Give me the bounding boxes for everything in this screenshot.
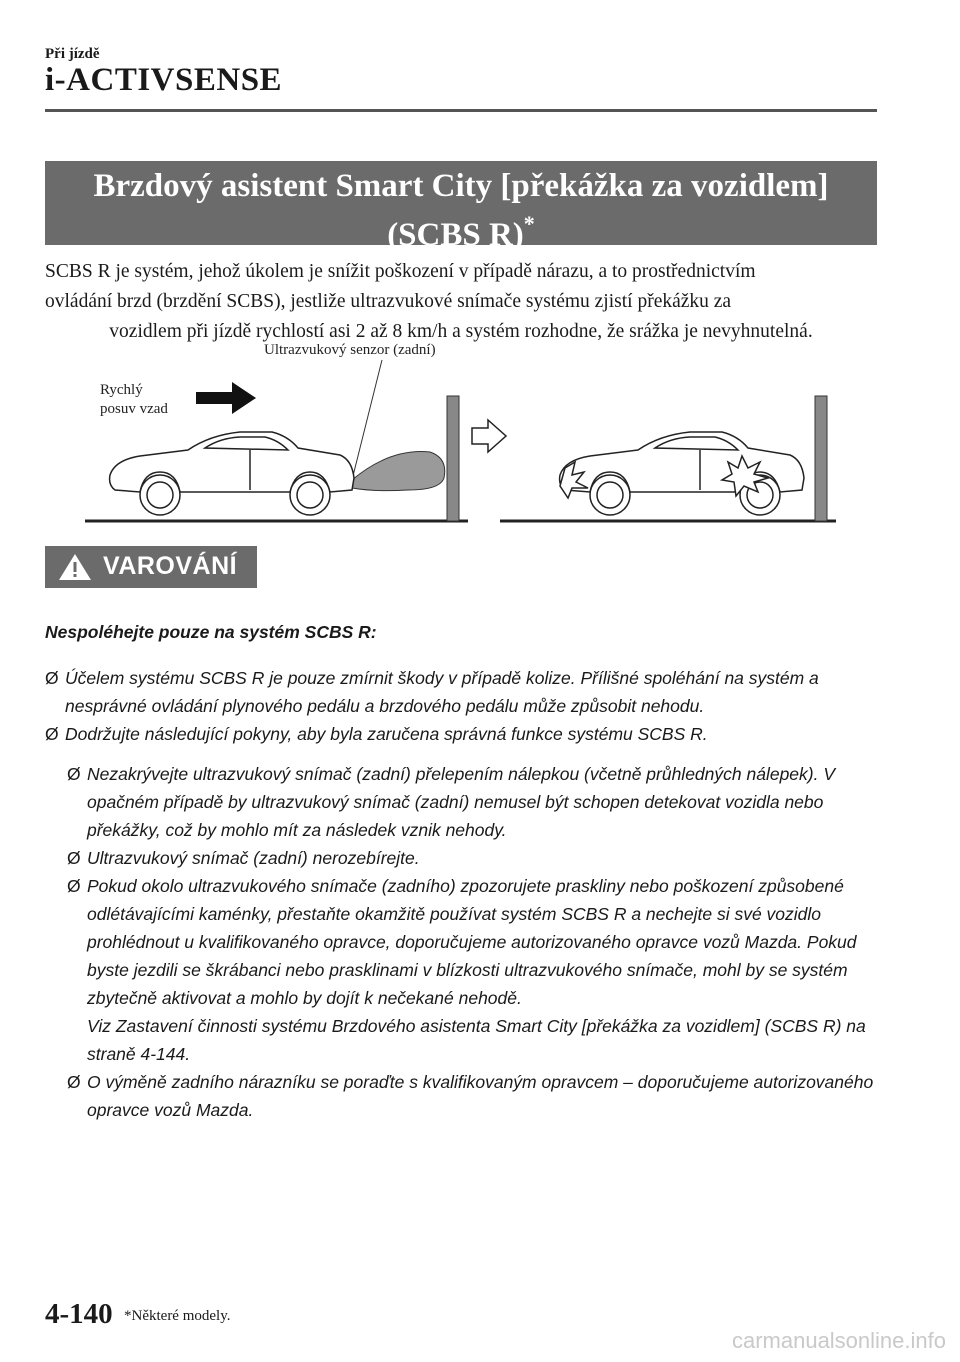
- banner-footnote-mark: *: [523, 211, 535, 236]
- warning-subitem-text: Nezakrývejte ultrazvukový snímač (zadní) přelepením nálepkou (včetně průhledných nálepek). V opačném případě by ultrazvukový snímač (zadní) nemusel být schopen detekovat vozidla nebo překážky, což by mohlo mít za následek vznik nehody.: [87, 764, 836, 840]
- warning-subitem-text: O výměně zadního nárazníku se poraďte s kvalifikovaným opravcem – doporučujeme autorizovaného opravce vozů Mazda.: [87, 1072, 874, 1120]
- speed-label-line1: Rychlý: [100, 382, 143, 398]
- warning-subitem: [67, 1068, 877, 1124]
- banner-title-abbrev: (SCBS R): [387, 217, 524, 253]
- reverse-arrow-icon: [196, 382, 256, 414]
- warning-subitem: [67, 760, 877, 844]
- bullet-arrow-icon: Ø: [67, 764, 81, 784]
- warning-item: [45, 664, 877, 720]
- car-right: [560, 432, 804, 515]
- bullet-arrow-icon: Ø: [45, 724, 59, 744]
- bullet-arrow-icon: Ø: [67, 876, 81, 896]
- intro-line: vozidlem při jízdě rychlostí asi 2 až 8 km/h a systém rozhodne, že srážka je nevyhnutelná.: [109, 321, 813, 342]
- outline-arrow-icon: [472, 420, 506, 452]
- footnote: *Některé modely.: [124, 1308, 231, 1324]
- bullet-arrow-icon: Ø: [67, 848, 81, 868]
- bullet-arrow-icon: Ø: [45, 668, 59, 688]
- section-banner: [45, 161, 877, 253]
- intro-paragraph: [45, 257, 877, 347]
- section-label: Při jízdě: [45, 46, 100, 62]
- banner-title-line1: Brzdový asistent Smart City [překážka za vozidlem]: [93, 168, 829, 204]
- warning-title: VAROVÁNÍ: [103, 552, 238, 580]
- intro-line: ovládání brzd (brzdění SCBS), jestliže ultrazvukové snímače systému zjistí překážku za: [45, 291, 732, 312]
- sensor-leader-line: [352, 360, 382, 480]
- intro-line: SCBS R je systém, jehož úkolem je snížit poškození v případě nárazu, a to prostřednictvím: [45, 261, 756, 282]
- warning-heading: Nespoléhejte pouze na systém SCBS R:: [45, 622, 377, 642]
- warning-triangle-icon: [57, 552, 93, 582]
- warning-subitem-text: Pokud okolo ultrazvukového snímače (zadního) zpozorujete praskliny nebo poškození způsobené odlétávajícími kaménky, přestaňte okamžitě používat systém SCBS R a nechejte si své vozidlo prohlédnout u kvalifikovaného opravce, doporučujeme autorizovaného opravce vozů Mazda. Pokud byste jezdili se škrábanci nebo prasklinami v blízkosti ultrazvukového snímače, mohl by se systém zbytečně aktivovat a mohlo by dojít k nečekané nehodě.: [87, 876, 857, 1008]
- page-reference[interactable]: Viz Zastavení činnosti systému Brzdového asistenta Smart City [překážka za vozidlem] (SCBS R) na straně 4-144.: [87, 1016, 866, 1064]
- header-rule: [45, 109, 877, 112]
- speed-label-line2: posuv vzad: [100, 401, 168, 417]
- watermark: carmanualsonline.info: [731, 1328, 946, 1353]
- chapter-title: i-ACTIVSENSE: [45, 62, 283, 98]
- warning-item-text: Dodržujte následující pokyny, aby byla zaručena správná funkce systému SCBS R.: [65, 724, 708, 744]
- banner-title-line2: [45, 205, 877, 254]
- scbs-r-illustration: [60, 340, 860, 540]
- sensor-label: Ultrazvukový senzor (zadní): [264, 342, 436, 358]
- figure-drawing: [60, 340, 860, 540]
- wall-left: [447, 396, 459, 521]
- wall-right: [815, 396, 827, 521]
- warning-body: [45, 618, 877, 1124]
- ultrasonic-beam: [352, 452, 445, 491]
- warning-subitem-text: Ultrazvukový snímač (zadní) nerozebírejte.: [87, 848, 420, 868]
- warning-item-text: Účelem systému SCBS R je pouze zmírnit škody v případě kolize. Přílišné spoléhání na systém a nesprávné ovládání plynového pedálu a brzdového pedálu může způsobit nehodu.: [65, 668, 819, 716]
- car-left: [110, 432, 354, 515]
- warning-subitem: [67, 844, 877, 872]
- warning-banner: [45, 546, 257, 588]
- bullet-arrow-icon: Ø: [67, 1072, 81, 1092]
- warning-item: [45, 720, 877, 748]
- warning-subitem: [67, 872, 877, 1068]
- warning-subitems: [67, 760, 877, 1124]
- page-number: 4-140: [45, 1298, 113, 1330]
